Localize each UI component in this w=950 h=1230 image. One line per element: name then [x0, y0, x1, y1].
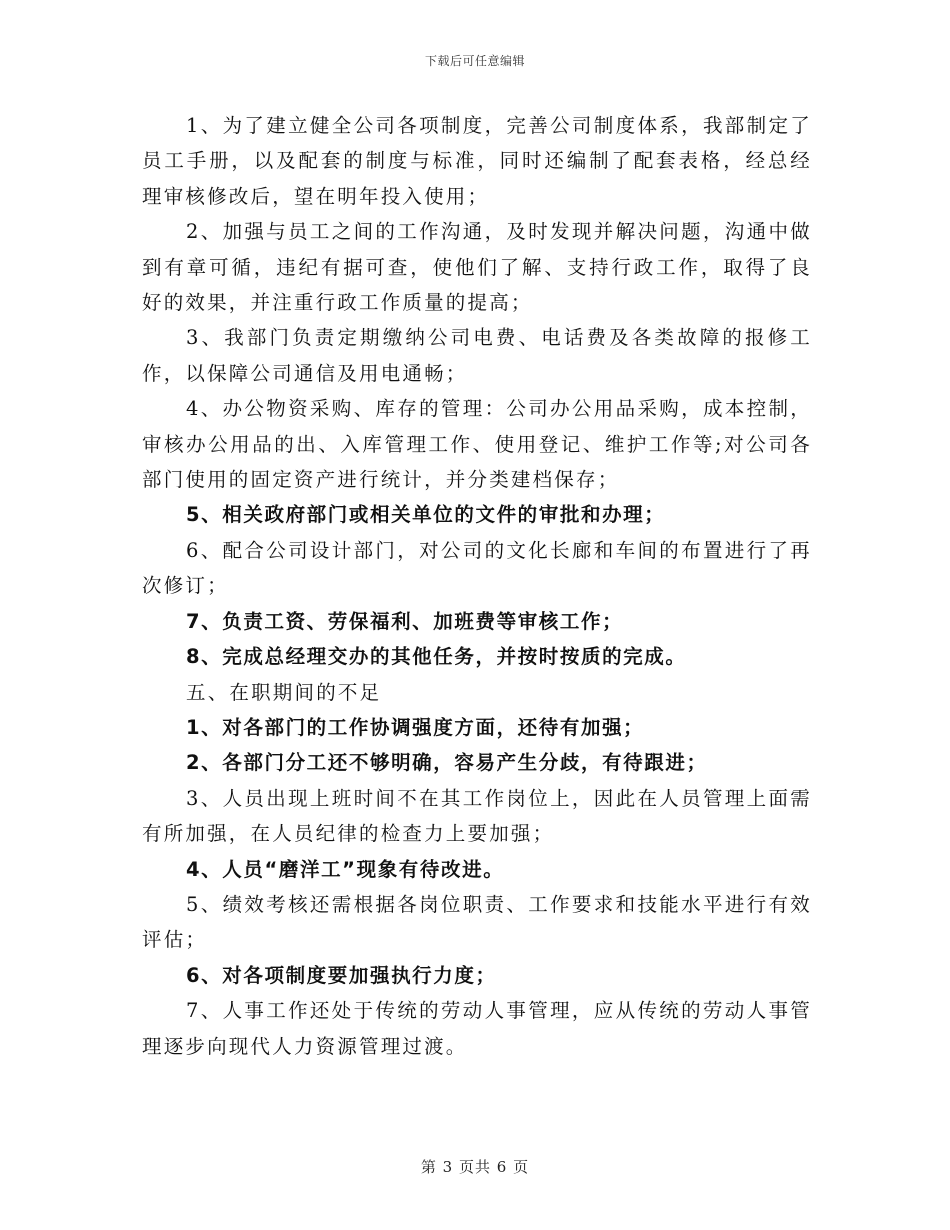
paragraph-4: 4、办公物资采购、库存的管理：公司办公用品采购，成本控制，审核办公用品的出、入库管理工作、使用登记、维护工作等;对公司各部门使用的固定资产进行统计，并分类建档保存；: [142, 397, 812, 492]
page-header: 下载后可任意编辑: [424, 54, 525, 68]
shortcoming-2: 2、各部门分工还不够明确，容易产生分歧，有待跟进；: [186, 751, 708, 775]
paragraph-8: 8、完成总经理交办的其他任务，并按时按质的完成。: [186, 645, 687, 669]
shortcoming-1: 1、对各部门的工作协调强度方面，还待有加强；: [186, 715, 645, 739]
paragraph-7: 7、负责工资、劳保福利、加班费等审核工作；: [186, 609, 624, 633]
paragraph-2: 2、加强与员工之间的工作沟通，及时发现并解决问题，沟通中做到有章可循，违纪有据可查，使他们了解、支持行政工作，取得了良好的效果，并注重行政工作质量的提高；: [142, 220, 812, 315]
shortcoming-5: 5、绩效考核还需根据各岗位职责、工作要求和技能水平进行有效评估；: [142, 892, 812, 952]
paragraph-5: 5、相关政府部门或相关单位的文件的审批和办理；: [186, 503, 666, 527]
paragraph-6: 6、配合公司设计部门，对公司的文化长廊和车间的布置进行了再次修订；: [142, 538, 812, 598]
shortcoming-4: 4、人员“磨洋工”现象有待改进。: [186, 857, 505, 881]
shortcoming-6: 6、对各项制度要加强执行力度；: [186, 963, 497, 987]
page-footer: 第 3 页共 6 页: [420, 1158, 530, 1176]
paragraph-3: 3、我部门负责定期缴纳公司电费、电话费及各类故障的报修工作，以保障公司通信及用电通畅；: [142, 326, 812, 385]
shortcoming-7: 7、人事工作还处于传统的劳动人事管理，应从传统的劳动人事管理逐步向现代人力资源管理过渡。: [142, 999, 812, 1058]
section-heading-5: 五、在职期间的不足: [186, 680, 382, 704]
shortcoming-3: 3、人员出现上班时间不在其工作岗位上，因此在人员管理上面需有所加强，在人员纪律的检查力上要加强；: [142, 786, 812, 846]
document-body: [142, 108, 812, 1064]
paragraph-1: 1、为了建立健全公司各项制度，完善公司制度体系，我部制定了员工手册，以及配套的制度与标准，同时还编制了配套表格，经总经理审核修改后，望在明年投入使用；: [142, 114, 812, 208]
